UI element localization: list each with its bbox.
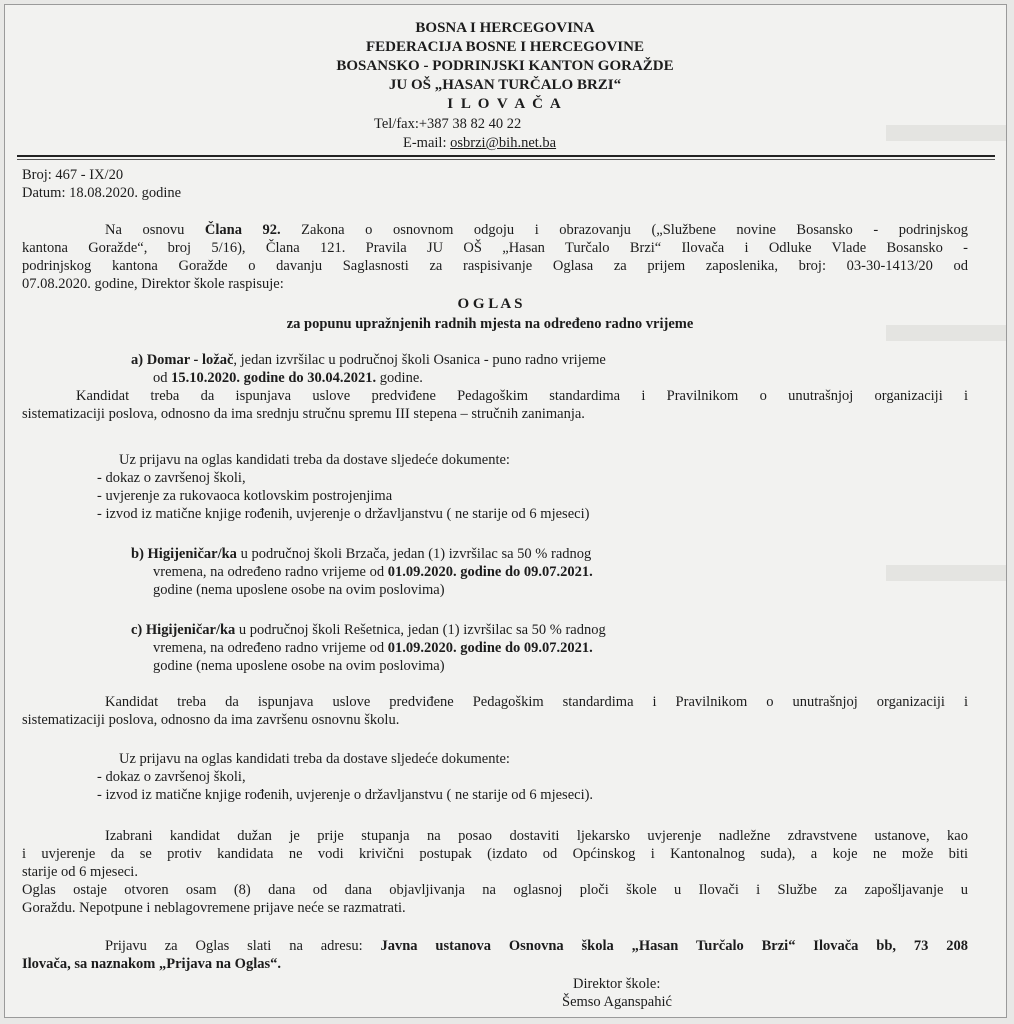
closing-line: Oglas ostaje otvoren osam (8) dana od dana objavljivanja na oglasnoj ploči škole u Ilovači i Službe za zapošljavanje u — [22, 882, 968, 898]
position-b-period — [153, 563, 593, 581]
period-text: godine. — [376, 370, 423, 386]
document-item: - dokaz o završenoj školi, — [97, 470, 246, 486]
position-b-text: u područnoj školi Brzača, jedan (1) izvršilac sa 50 % radnog — [236, 546, 592, 562]
period-text: vremena, na određeno radno vrijeme od — [153, 640, 388, 656]
document-item: - izvod iz matične knjige rođenih, uvjerenje o državljanstvu ( ne starije od 6 mjeseci). — [97, 787, 594, 803]
position-c-note: godine (nema uposlene osobe na ovim poslovima) — [153, 658, 445, 674]
position-b-note: godine (nema uposlene osobe na ovim poslovima) — [153, 582, 445, 598]
intro-line: kantona Goražde“, broj 5/16), Člana 121. Pravila JU OŠ „Hasan Turčalo Brzi“ Ilovača i Odluke Vlade Bosansko - — [22, 240, 968, 256]
position-c-text: u područnoj školi Rešetnica, jedan (1) izvršilac sa 50 % radnog — [235, 622, 606, 638]
address-text: Prijavu za Oglas slati na adresu: — [105, 938, 381, 954]
closing-line: Izabrani kandidat dužan je prije stupanja na posao dostaviti ljekarsko uvjerenje nadležne zdravstvene ustanove, kao — [105, 828, 968, 844]
intro-text: Na osnovu — [105, 222, 205, 238]
position-c-label: c) Higijeničar/ka — [131, 622, 236, 638]
bleed-through-mark — [886, 565, 1006, 581]
signature-name: Šemso Aganspahić — [562, 994, 672, 1010]
position-b — [131, 545, 591, 563]
position-c-period — [153, 639, 593, 657]
address-bold: Javna ustanova Osnovna škola „Hasan Turčalo Brzi“ Ilovača bb, 73 208 — [380, 938, 968, 954]
header-rule-thin — [17, 159, 995, 160]
document-item: - izvod iz matične knjige rođenih, uvjerenje o državljanstvu ( ne starije od 6 mjeseci) — [97, 506, 590, 522]
document-number: Broj: 467 - IX/20 — [22, 167, 124, 183]
position-a-period — [153, 369, 423, 387]
oglas-subtitle: za popunu upražnjenih radnih mjesta na određeno radno vrijeme — [286, 316, 694, 332]
header-school: JU OŠ „HASAN TURČALO BRZI“ — [388, 77, 622, 93]
email-label: E-mail: — [403, 135, 447, 151]
document-page — [4, 4, 1007, 1018]
intro-line: podrinjskog kantona Goražde o davanju Saglasnosti za raspisivanje Oglasa za prijem zaposlenika, broj: 03-30-1413/20 od — [22, 258, 968, 274]
oglas-title: O G L A S — [457, 296, 523, 312]
closing-line: i uvjerenje da se protiv kandidata ne vodi krivični postupak (izdato od Općinskog i Kantonalnog suda), a koje ne može biti — [22, 846, 968, 862]
period-text: vremena, na određeno radno vrijeme od — [153, 564, 388, 580]
documents-intro: Uz prijavu na oglas kandidati treba da dostave sljedeće dokumente: — [119, 751, 510, 767]
requirements-bc: sistematizaciji poslova, odnosno da ima završenu osnovnu školu. — [22, 712, 400, 728]
period-dates: 15.10.2020. godine do 30.04.2021. — [171, 370, 377, 386]
position-a-requirements: sistematizaciji poslova, odnosno da ima srednju stručnu spremu III stepena – stručnih zanimanja. — [22, 406, 585, 422]
header-country: BOSNA I HERCEGOVINA — [415, 20, 595, 36]
documents-intro: Uz prijavu na oglas kandidati treba da dostave sljedeće dokumente: — [119, 452, 510, 468]
document-date: Datum: 18.08.2020. godine — [22, 185, 182, 201]
period-text: od — [153, 370, 172, 386]
header-email-line — [403, 134, 556, 152]
position-a-text: , jedan izvršilac u područnoj školi Osanica - puno radno vrijeme — [233, 352, 606, 368]
intro-line — [22, 221, 968, 239]
header-canton: BOSANSKO - PODRINJSKI KANTON GORAŽDE — [336, 58, 674, 74]
header-phone: Tel/fax:+387 38 82 40 22 — [374, 116, 522, 132]
bleed-through-mark — [886, 125, 1006, 141]
position-a-requirements: Kandidat treba da ispunjava uslove predviđene Pedagoškim standardima i Pravilnikom o unutrašnjoj organizaciji i — [76, 388, 968, 404]
requirements-bc: Kandidat treba da ispunjava uslove predviđene Pedagoškim standardima i Pravilnikom o unutrašnjoj organizaciji i — [105, 694, 968, 710]
period-dates: 01.09.2020. godine do 09.07.2021. — [387, 640, 593, 656]
intro-line: 07.08.2020. godine, Direktor škole raspisuje: — [22, 276, 284, 292]
position-a — [131, 351, 606, 369]
document-item: - uvjerenje za rukovaoca kotlovskim postrojenjima — [97, 488, 393, 504]
header-place: I L O V A Č A — [447, 96, 563, 112]
position-a-label: a) Domar - ložač — [131, 352, 234, 368]
position-b-label: b) Higijeničar/ka — [131, 546, 237, 562]
header-federation: FEDERACIJA BOSNE I HERCEGOVINE — [366, 39, 644, 55]
period-dates: 01.09.2020. godine do 09.07.2021. — [387, 564, 593, 580]
closing-line: starije od 6 mjeseci. — [22, 864, 138, 880]
closing-line: Goraždu. Nepotpune i neblagovremene prijave neće se razmatrati. — [22, 900, 406, 916]
document-item: - dokaz o završenoj školi, — [97, 769, 246, 785]
signature-role: Direktor škole: — [573, 976, 661, 992]
position-c — [131, 621, 606, 639]
address-line — [22, 937, 968, 955]
address-line: Ilovača, sa naznakom „Prijava na Oglas“. — [22, 956, 281, 972]
intro-article: Člana 92. — [204, 222, 281, 238]
email-link[interactable]: osbrzi@bih.net.ba — [450, 135, 557, 151]
header-rule — [17, 155, 995, 157]
intro-text: Zakona o osnovnom odgoju i obrazovanju („Službene novine Bosansko - podrinjskog — [280, 222, 968, 238]
